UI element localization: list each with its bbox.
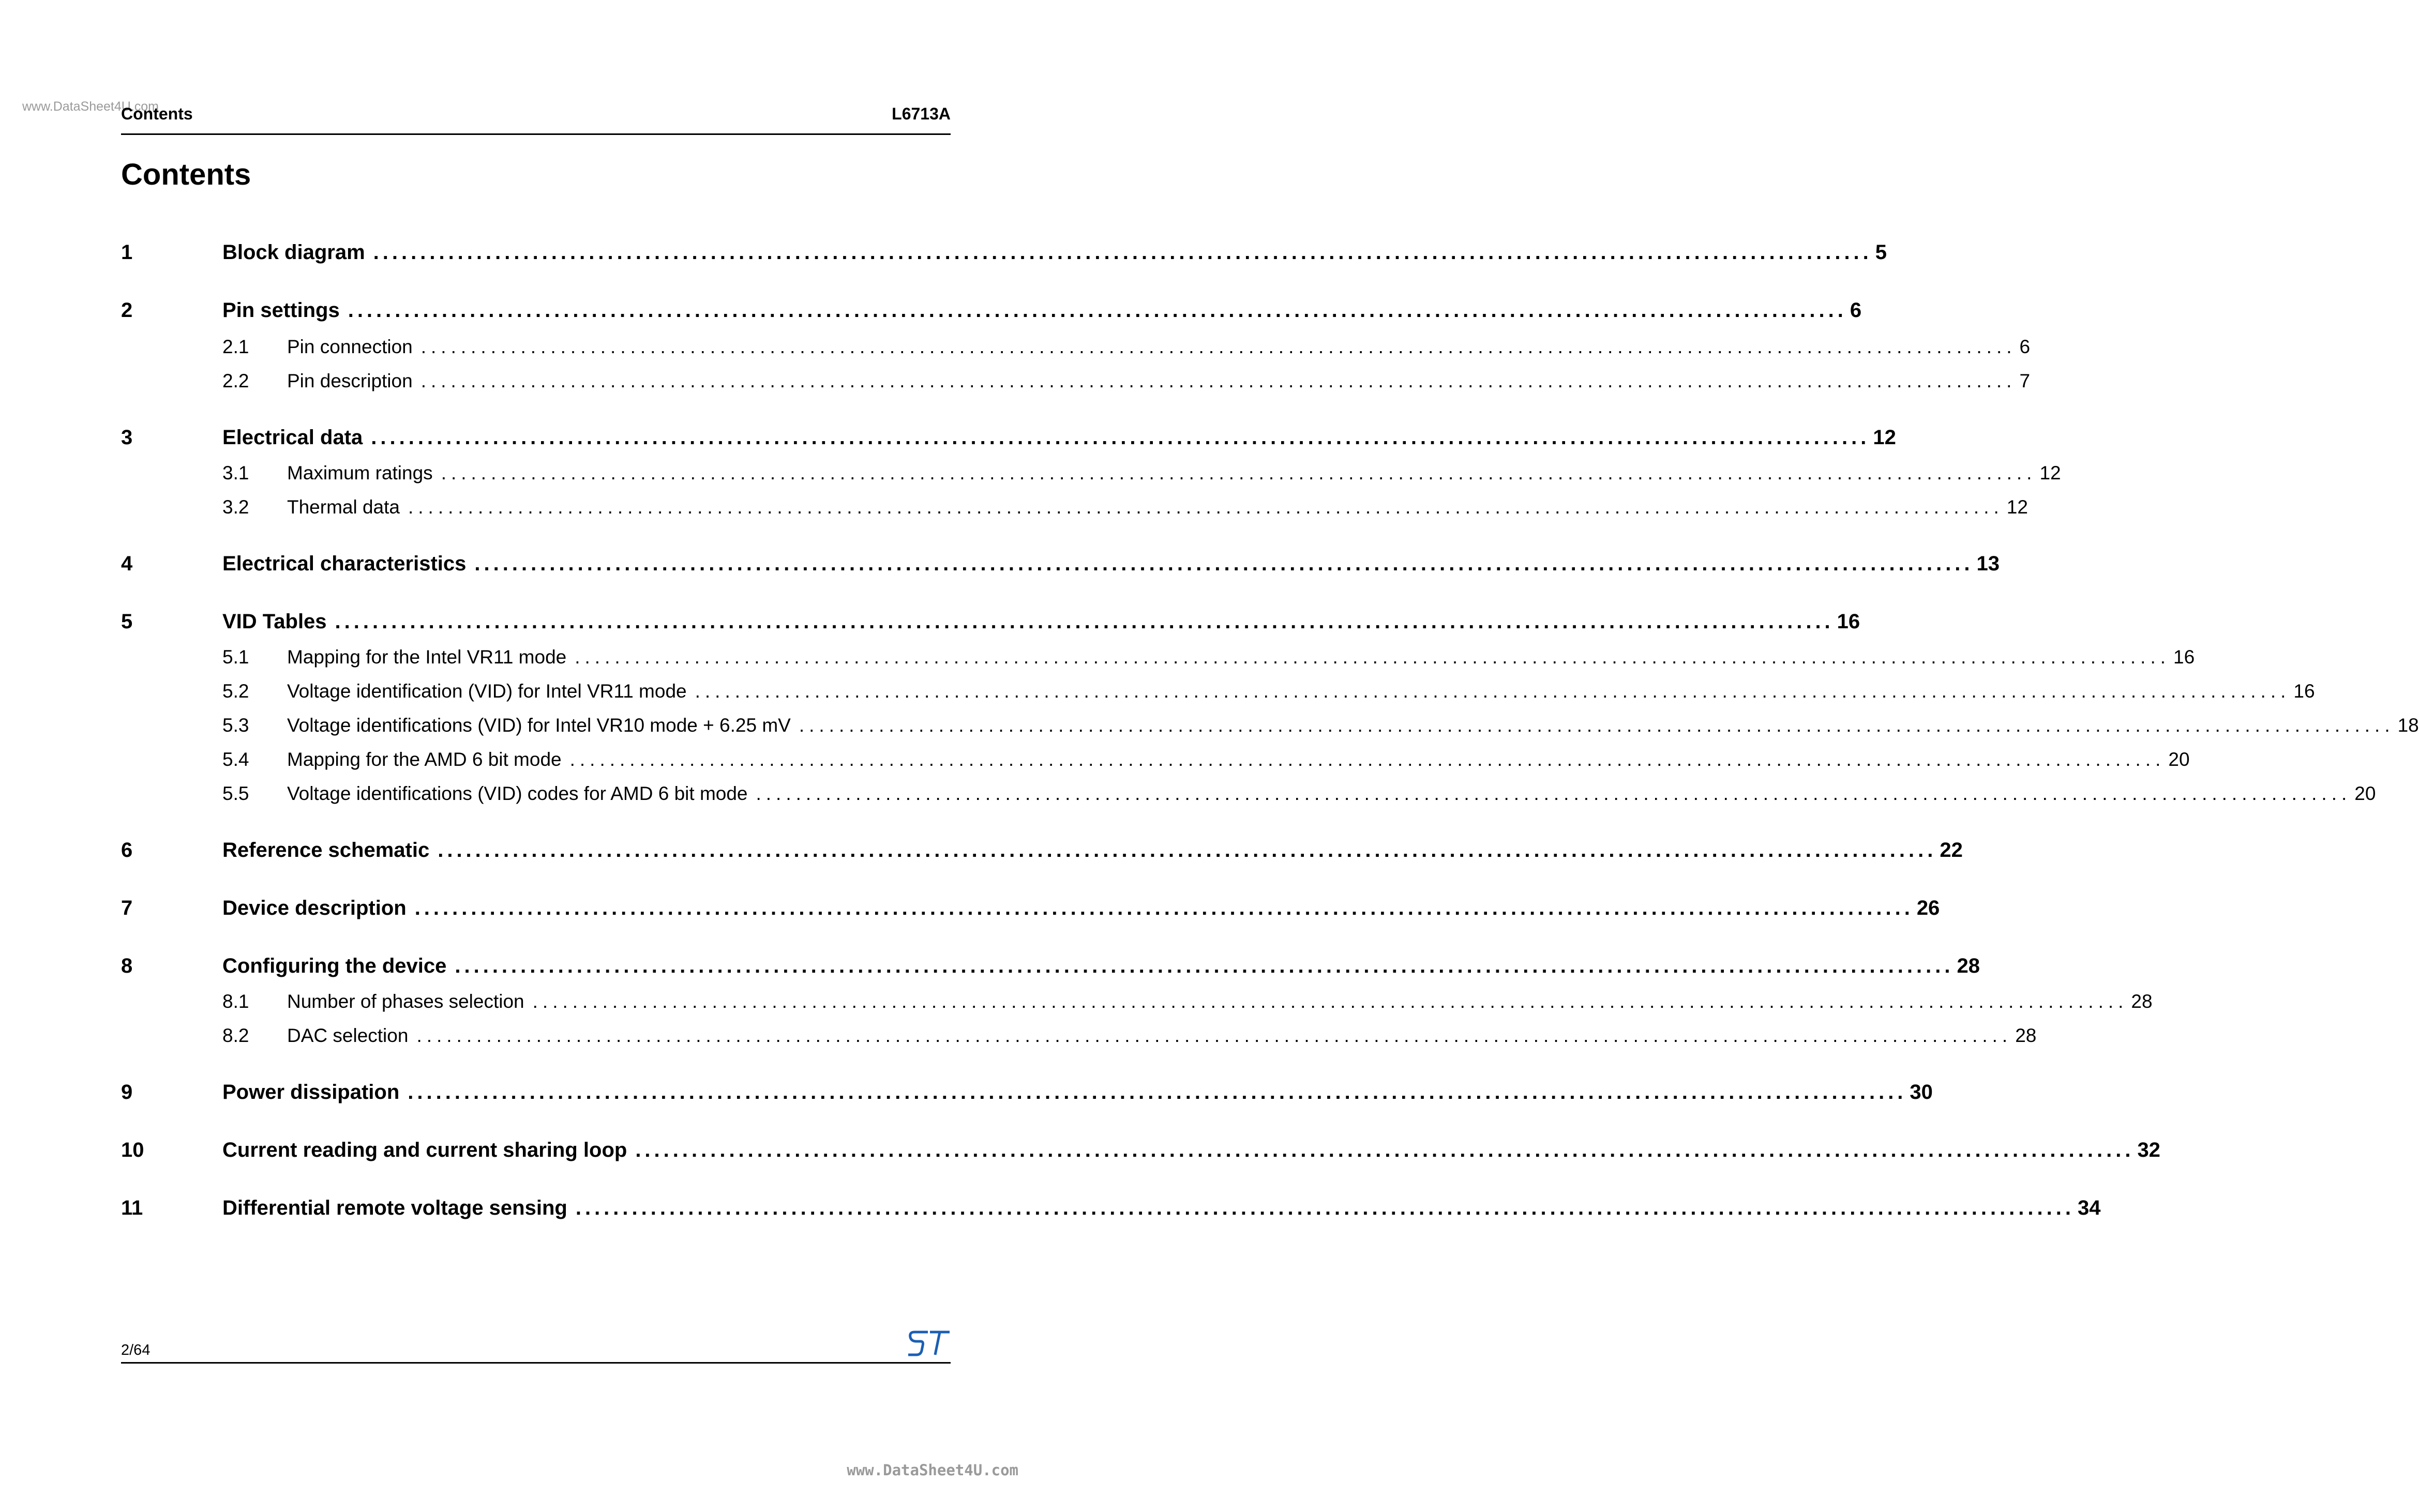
toc-leader-dots: ................................................................................................................................................................ (575, 1197, 2075, 1219)
toc-entry-page: 32 (2137, 1139, 2160, 1161)
toc-entry-number: 5.5 (222, 783, 249, 804)
toc-entry-title: Thermal data (287, 496, 400, 518)
toc-entry-page: 20 (2354, 783, 2376, 804)
toc-entry-page: 28 (1957, 955, 1980, 977)
toc-leader-dots: ................................................................................................................................................................ (695, 681, 2291, 702)
toc-leader-dots: ................................................................................................................................................................ (474, 552, 1974, 575)
toc-entry-page: 34 (2077, 1197, 2101, 1219)
toc-entry-page: 12 (2039, 462, 2061, 483)
toc-leader-dots: ................................................................................................................................................................ (373, 241, 1872, 264)
toc-entry-page: 28 (2015, 1025, 2037, 1046)
toc-entry-page: 28 (2131, 991, 2153, 1012)
toc-entry-number: 5.2 (222, 681, 249, 702)
toc-entry-page: 16 (2293, 681, 2315, 702)
toc-leader-dots: ................................................................................................................................................................ (438, 839, 1937, 861)
toc-entry-title: Pin connection (287, 336, 413, 357)
toc-entry-number: 5.1 (222, 646, 249, 668)
toc-entry-page: 16 (2173, 646, 2195, 668)
toc-leader-dots: ................................................................................................................................................................ (420, 370, 2017, 391)
toc-entry-8[interactable] (121, 955, 1980, 978)
toc-entry-number: 8.1 (222, 991, 249, 1012)
header-section-label: Contents (121, 104, 193, 123)
watermark-top: www.DataSheet4U.com (22, 99, 159, 114)
toc-entry-page: 22 (1940, 839, 1963, 861)
toc-leader-dots: ................................................................................................................................................................ (416, 1025, 2012, 1046)
toc-entry-number: 2.1 (222, 336, 249, 357)
toc-entry-1[interactable] (121, 241, 1887, 264)
toc-entry-number: 4 (121, 552, 133, 575)
toc-entry-page: 13 (1976, 552, 2000, 575)
toc-entry-page: 16 (1837, 610, 1860, 633)
page-header (121, 104, 951, 135)
toc-leader-dots: ................................................................................................................................................................ (756, 783, 2352, 804)
toc-entry-number: 2 (121, 299, 133, 322)
toc-entry-3-1[interactable] (121, 462, 2061, 484)
toc-entry-5-4[interactable] (121, 749, 2190, 770)
toc-leader-dots: ................................................................................................................................................................ (635, 1139, 2135, 1161)
toc-entry-2[interactable] (121, 299, 1862, 322)
toc-entry-page: 12 (2006, 496, 2028, 518)
toc-entry-9[interactable] (121, 1081, 1933, 1104)
toc-entry-number: 9 (121, 1081, 133, 1103)
toc-entry-title: Voltage identifications (VID) codes for AMD 6 bit mode (287, 783, 748, 804)
page-number: 2/64 (121, 1342, 151, 1358)
toc-entry-7[interactable] (121, 897, 1940, 920)
toc-entry-5-5[interactable] (121, 783, 2376, 805)
toc-entry-title: Number of phases selection (287, 991, 524, 1012)
toc-entry-number: 8 (121, 955, 133, 977)
toc-entry-5-2[interactable] (121, 681, 2315, 702)
toc-entry-title: DAC selection (287, 1025, 409, 1046)
toc-entry-page: 30 (1910, 1081, 1933, 1103)
toc-entry-title: Power dissipation (222, 1081, 400, 1103)
toc-entry-number: 3.2 (222, 496, 249, 518)
toc-entry-number: 8.2 (222, 1025, 249, 1046)
toc-entry-page: 6 (2019, 336, 2031, 357)
toc-entry-6[interactable] (121, 839, 1963, 862)
toc-entry-title: Configuring the device (222, 955, 447, 977)
toc-entry-2-1[interactable] (121, 336, 2031, 358)
toc-leader-dots: ................................................................................................................................................................ (441, 462, 2037, 483)
toc-entry-page: 26 (1916, 897, 1940, 919)
toc-entry-page: 6 (1850, 299, 1862, 322)
toc-entry-title: Mapping for the AMD 6 bit mode (287, 749, 562, 770)
toc-leader-dots: ................................................................................................................................................................ (799, 715, 2395, 736)
toc-entry-4[interactable] (121, 552, 2000, 576)
toc-entry-title: Differential remote voltage sensing (222, 1197, 567, 1219)
toc-leader-dots: ................................................................................................................................................................ (420, 336, 2017, 357)
toc-leader-dots: ................................................................................................................................................................ (532, 991, 2128, 1012)
toc-entry-8-2[interactable] (121, 1025, 2037, 1047)
toc-leader-dots: ................................................................................................................................................................ (408, 1081, 1907, 1103)
page-title: Contents (121, 158, 251, 191)
toc-entry-5-3[interactable] (121, 715, 2419, 736)
toc-leader-dots: ................................................................................................................................................................ (408, 496, 2004, 518)
watermark-bottom: www.DataSheet4U.com (847, 1461, 1018, 1479)
toc-entry-title: Maximum ratings (287, 462, 433, 483)
toc-entry-number: 10 (121, 1139, 144, 1161)
toc-entry-number: 5.4 (222, 749, 249, 770)
toc-entry-title: Pin description (287, 370, 413, 391)
toc-entry-number: 1 (121, 241, 133, 264)
toc-entry-11[interactable] (121, 1197, 2101, 1220)
toc-entry-title: Mapping for the Intel VR11 mode (287, 646, 567, 668)
toc-entry-number: 2.2 (222, 370, 249, 391)
toc-leader-dots: ................................................................................................................................................................ (575, 646, 2171, 668)
toc-leader-dots: ................................................................................................................................................................ (414, 897, 1914, 919)
toc-entry-number: 6 (121, 839, 133, 861)
toc-entry-title: Voltage identification (VID) for Intel VR11 mode (287, 681, 687, 702)
toc-entry-number: 5 (121, 610, 133, 633)
st-logo-icon (907, 1330, 951, 1357)
toc-entry-10[interactable] (121, 1139, 2160, 1162)
toc-leader-dots: ................................................................................................................................................................ (569, 749, 2166, 770)
header-document-id: L6713A (892, 104, 951, 123)
toc-entry-page: 7 (2019, 370, 2031, 391)
toc-entry-3-2[interactable] (121, 496, 2028, 518)
toc-entry-title: Electrical characteristics (222, 552, 467, 575)
toc-entry-3[interactable] (121, 426, 1896, 449)
toc-entry-title: Device description (222, 897, 407, 919)
toc-entry-title: Current reading and current sharing loop (222, 1139, 627, 1161)
toc-entry-5-1[interactable] (121, 646, 2195, 668)
toc-entry-page: 20 (2168, 749, 2190, 770)
toc-entry-number: 7 (121, 897, 133, 919)
toc-entry-8-1[interactable] (121, 991, 2153, 1012)
toc-entry-number: 5.3 (222, 715, 249, 736)
toc-entry-number: 3 (121, 426, 133, 449)
toc-entry-5[interactable] (121, 610, 1860, 633)
page-footer (121, 1329, 951, 1364)
toc-entry-page: 12 (1873, 426, 1896, 449)
toc-entry-page: 18 (2397, 715, 2419, 736)
toc-entry-title: Voltage identifications (VID) for Intel VR10 mode + 6.25 mV (287, 715, 791, 736)
toc-entry-page: 5 (1875, 241, 1887, 264)
toc-entry-number: 3.1 (222, 462, 249, 483)
toc-entry-2-2[interactable] (121, 370, 2031, 392)
toc-entry-title: VID Tables (222, 610, 327, 633)
toc-entry-title: Electrical data (222, 426, 363, 449)
toc-entry-title: Reference schematic (222, 839, 430, 861)
toc-leader-dots: ................................................................................................................................................................ (455, 955, 1954, 977)
toc-entry-title: Block diagram (222, 241, 365, 264)
toc-leader-dots: ................................................................................................................................................................ (335, 610, 1834, 633)
toc-leader-dots: ................................................................................................................................................................ (371, 426, 1870, 449)
toc-entry-title: Pin settings (222, 299, 340, 322)
toc-leader-dots: ................................................................................................................................................................ (348, 299, 1847, 322)
toc-entry-number: 11 (121, 1197, 143, 1219)
